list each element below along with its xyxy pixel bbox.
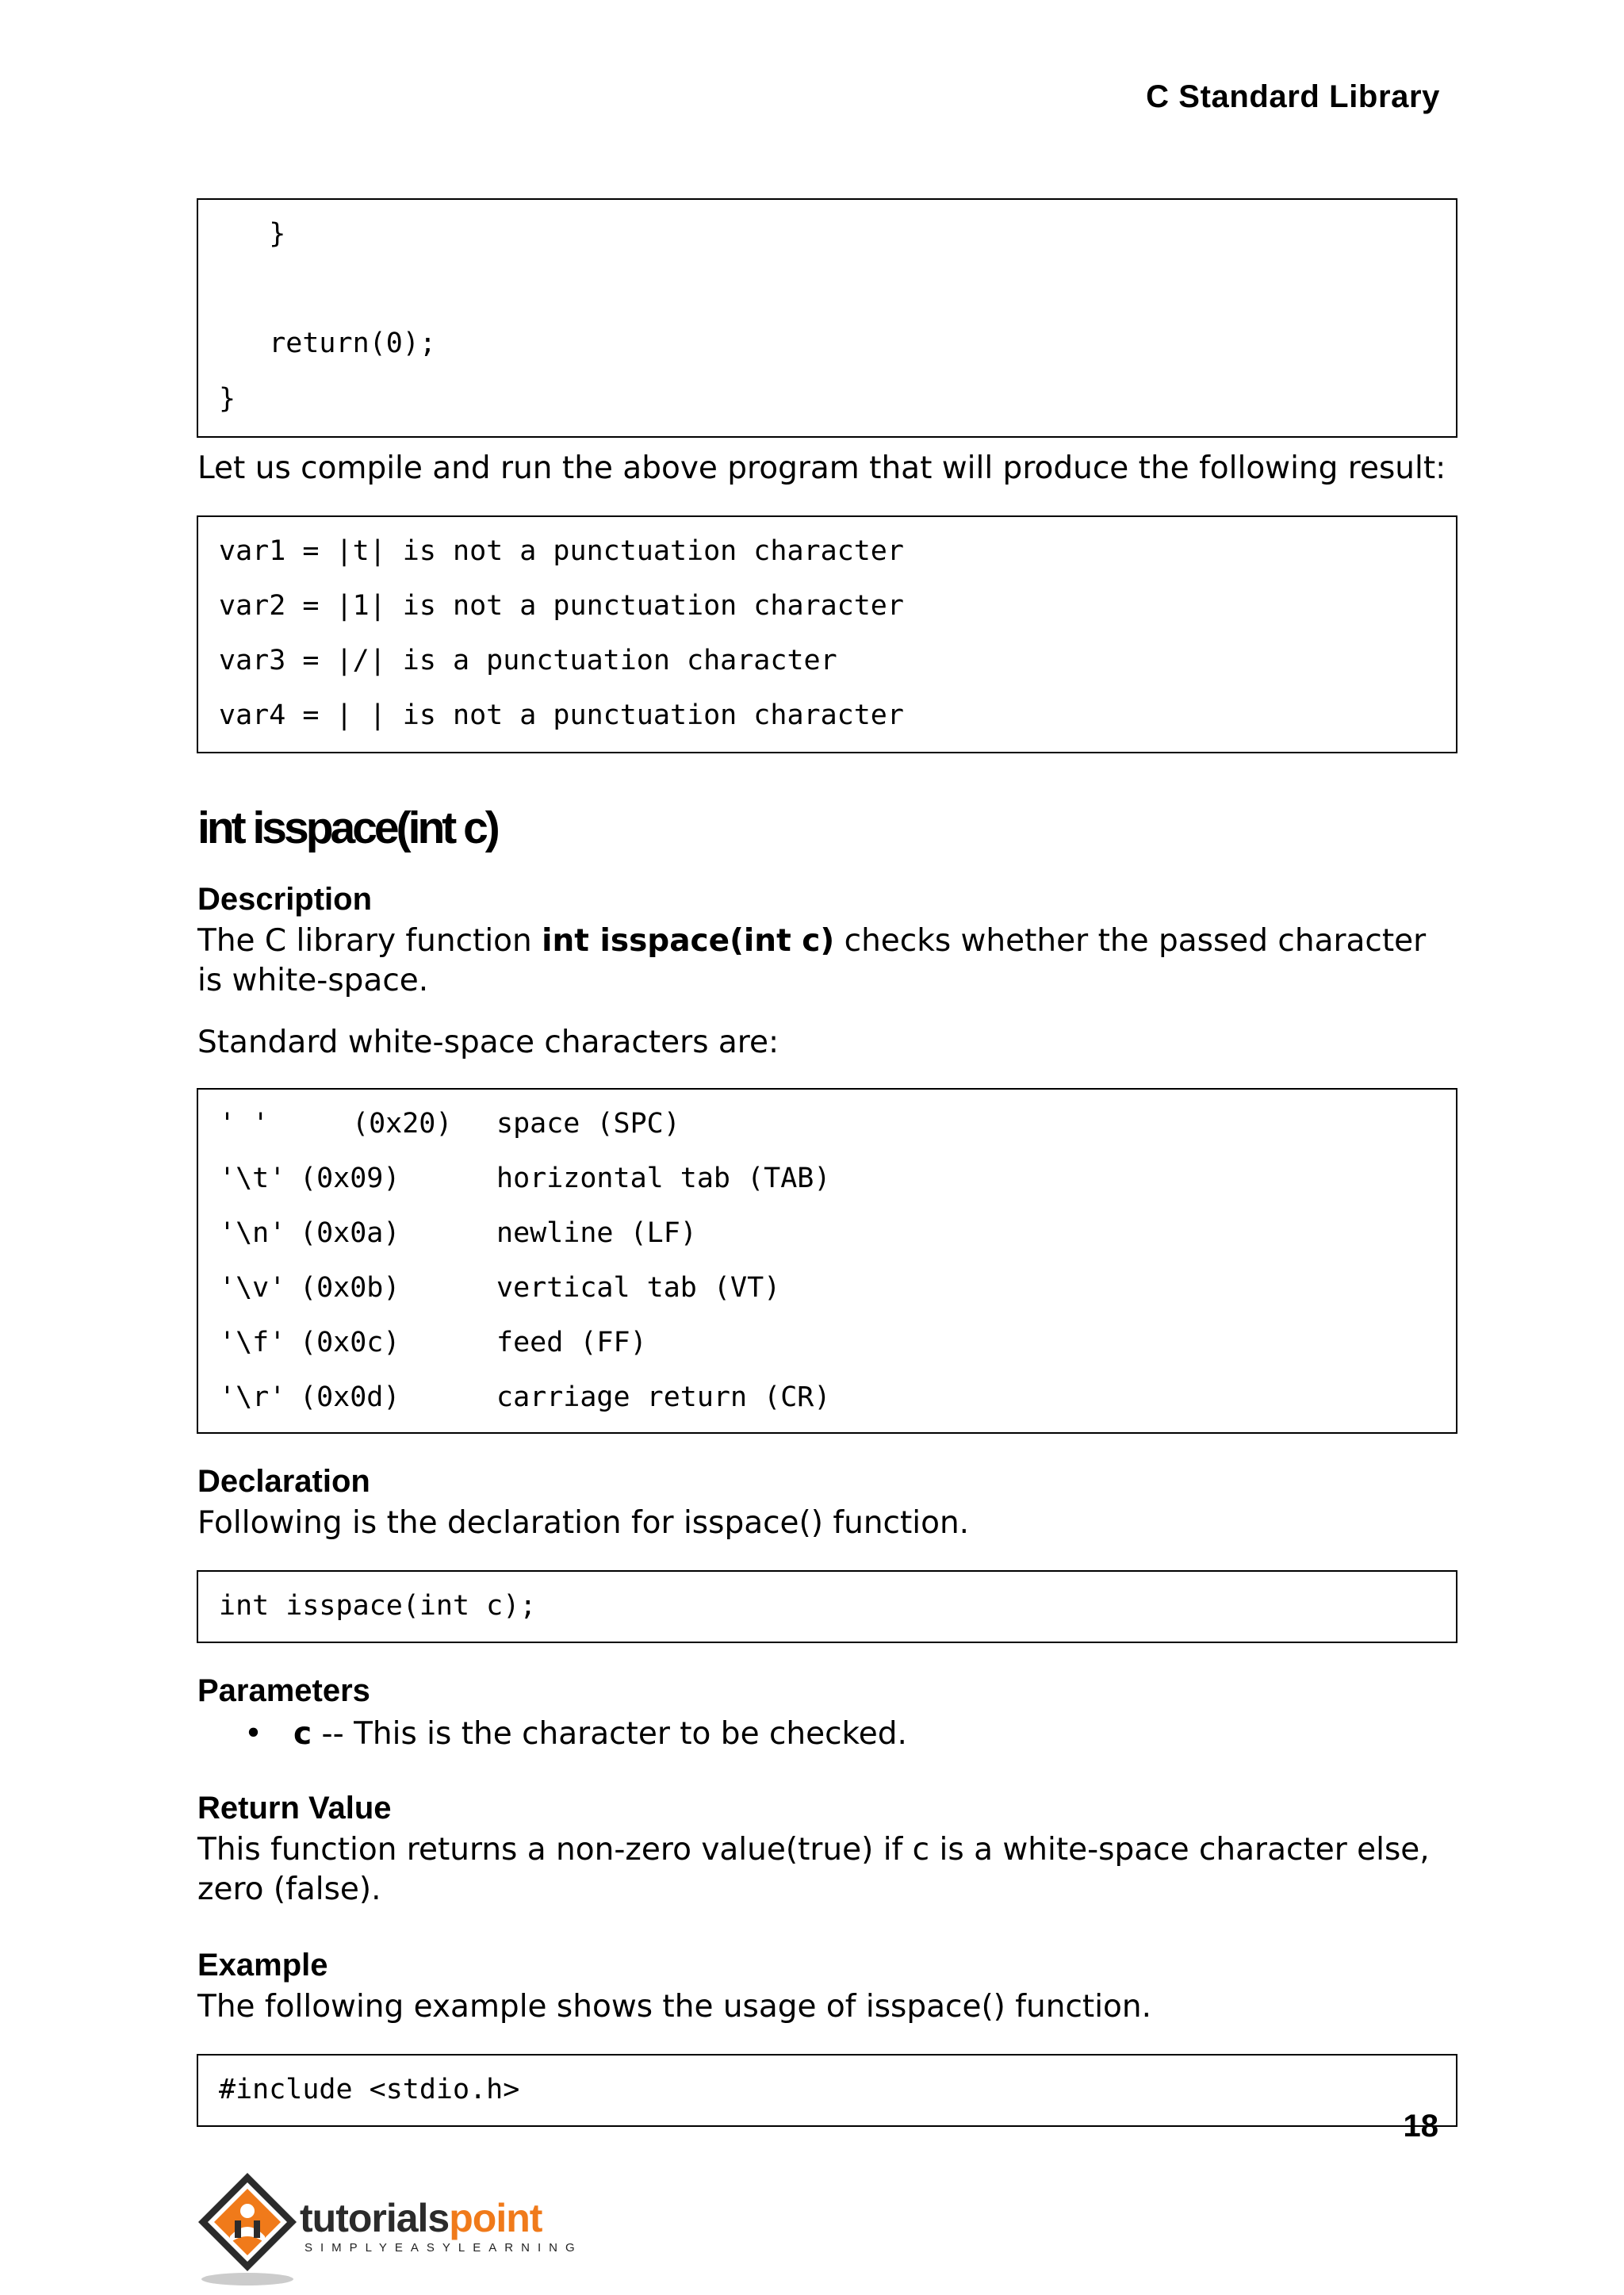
description-prefix: The C library function: [197, 923, 542, 959]
declaration-code: int isspace(int c);: [219, 1590, 537, 1622]
logo-tagline: SIMPLYEASYLEARNING: [304, 2241, 583, 2255]
code-line: }: [219, 218, 286, 250]
whitespace-char: '\f': [219, 1327, 286, 1358]
whitespace-name: carriage return (CR): [496, 1381, 831, 1413]
return-value-heading: Return Value: [197, 1791, 392, 1826]
code-line: }: [219, 383, 236, 415]
logo-word-tutorials: tutorials: [300, 2196, 450, 2240]
description-text: [197, 921, 1450, 1001]
whitespace-char: ' ': [219, 1108, 270, 1140]
description-function-name: int isspace(int c): [542, 923, 835, 959]
page-header-title: C Standard Library: [1146, 79, 1440, 114]
standard-whitespace-intro: Standard white-space characters are:: [197, 1025, 779, 1060]
whitespace-char: '\t': [219, 1163, 286, 1194]
logo-wordmark: [300, 2197, 542, 2239]
output-line: var1 = |t| is not a punctuation character: [219, 535, 904, 567]
code-line: return(0);: [219, 328, 436, 359]
output-line: var3 = |/| is a punctuation character: [219, 645, 837, 676]
whitespace-code: (0x0d): [300, 1381, 400, 1413]
code-block-whitespace-table: [197, 1088, 1457, 1434]
bullet-icon: •: [244, 1716, 263, 1752]
code-block-output: [197, 515, 1457, 753]
whitespace-code: (0x0a): [300, 1217, 400, 1249]
page-number: 18: [1403, 2109, 1438, 2144]
parameters-heading: Parameters: [197, 1673, 370, 1708]
output-line: var2 = |1| is not a punctuation character: [219, 590, 904, 622]
whitespace-char: '\n': [219, 1217, 286, 1249]
whitespace-name: vertical tab (VT): [496, 1272, 781, 1304]
logo-word-point: point: [449, 2196, 542, 2240]
parameter-description: -- This is the character to be checked.: [312, 1716, 907, 1752]
example-text: The following example shows the usage of isspace() function.: [197, 1989, 1152, 2025]
parameter-item: [244, 1715, 907, 1754]
whitespace-code: (0x0c): [300, 1327, 400, 1358]
example-code: #include <stdio.h>: [219, 2074, 520, 2105]
section-title: int isspace(int c): [197, 803, 497, 853]
return-value-text: This function returns a non-zero value(true) if c is a white-space character else, zero (false).: [197, 1832, 1430, 1907]
declaration-heading: Declaration: [197, 1464, 370, 1499]
logo-diamond-icon: [195, 2170, 306, 2289]
tutorialspoint-logo: [195, 2170, 583, 2289]
whitespace-name: space (SPC): [496, 1108, 680, 1140]
description-suffix: checks whether the passed character is white-space.: [197, 923, 1427, 998]
code-block-program-end: [197, 198, 1457, 438]
whitespace-code: (0x09): [300, 1163, 400, 1194]
description-heading: Description: [197, 882, 373, 917]
example-heading: Example: [197, 1948, 328, 1983]
whitespace-char: '\v': [219, 1272, 286, 1304]
declaration-text: Following is the declaration for isspace() function.: [197, 1505, 970, 1541]
whitespace-name: horizontal tab (TAB): [496, 1163, 831, 1194]
whitespace-code: (0x20): [352, 1108, 453, 1140]
output-line: var4 = | | is not a punctuation character: [219, 699, 904, 731]
result-intro-text: Let us compile and run the above program that will produce the following result:: [197, 450, 1446, 486]
code-block-example: [197, 2054, 1457, 2127]
parameter-name: c: [293, 1716, 312, 1752]
whitespace-code: (0x0b): [300, 1272, 400, 1304]
whitespace-char: '\r': [219, 1381, 286, 1413]
whitespace-name: feed (FF): [496, 1327, 647, 1358]
code-block-declaration: [197, 1570, 1457, 1643]
whitespace-name: newline (LF): [496, 1217, 697, 1249]
